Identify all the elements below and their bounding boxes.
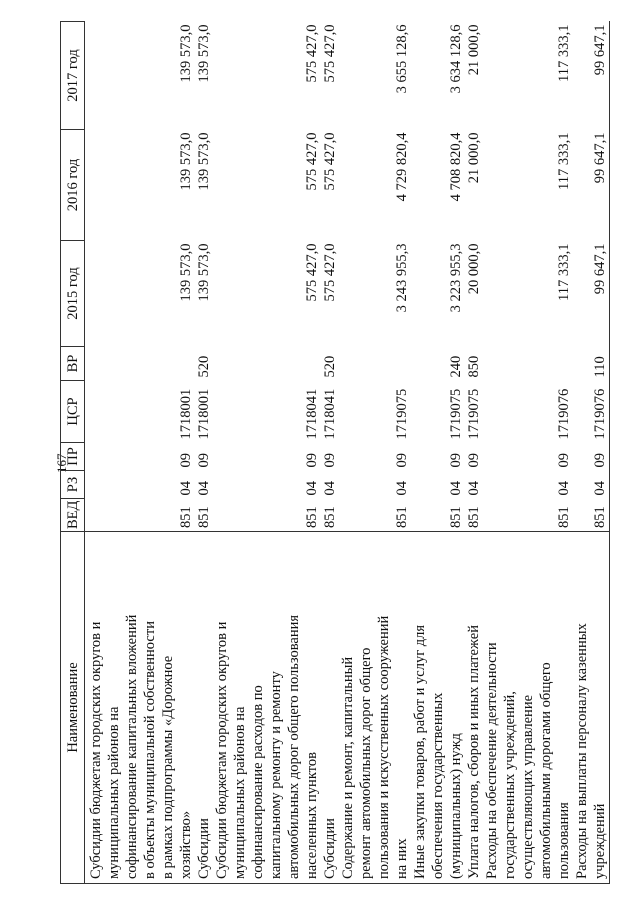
name-line: Расходы на выплаты персоналу казенных [574,623,590,879]
table-row [411,22,465,884]
name-line: муниципальных районов на [232,706,248,879]
cell-y2017: 3 634 128,6 [448,24,464,94]
cell-pr: 09 [304,453,320,468]
cell-rz: 04 [394,481,410,496]
name-line: Субсидии [196,818,212,879]
name-line: (муниципальных) нужд [448,733,464,879]
col-header-ved: ВЕД [61,499,85,532]
cell-y2016: 139 573,0 [196,132,212,191]
cell-ved: 851 [196,506,212,528]
cell-y2015: 139 573,0 [178,243,194,302]
cell-vr: 240 [448,355,464,378]
cell-pr: 09 [573,443,610,471]
name-line: Расходы на обеспечение деятельности [484,642,500,879]
name-line: в рамках подпрограммы «Дорожное [160,655,176,879]
name-line: Содержание и ремонт, капитальный [340,656,356,879]
cell-pr: 09 [322,453,338,468]
name-line: осуществляющих управление [520,694,536,879]
table-row [213,22,321,884]
cell-y2015: 117 333,1 [556,243,572,301]
cell-y2016: 575 427,0 [322,132,338,191]
col-header-vr: ВР [61,347,85,381]
cell-y2015: 3 243 955,3 [394,243,410,313]
cell-y2016: 4 708 820,4 [448,132,464,202]
table-body [85,22,610,884]
cell-csr: 1719075 [394,388,410,440]
cell-pr: 09 [556,453,572,468]
col-header-name: Наименование [61,532,85,884]
name-line: муниципальных районов на [106,706,122,879]
col-header-csr: ЦСР [61,381,85,443]
cell-name [85,532,196,884]
cell-rz: 04 [448,481,464,496]
cell-vr: 520 [322,355,338,378]
table-row [465,22,483,884]
name-line: софинансирование капитальных вложений [124,614,140,879]
name-line: населенных пунктов [304,752,320,879]
cell-y2015: 139 573,0 [196,243,212,302]
cell-ved: 851 [178,506,194,528]
cell-csr: 1718001 [178,388,194,440]
cell-rz: 04 [466,481,482,496]
cell-vr: 110 [573,347,610,381]
name-line: на них [394,838,410,879]
cell-name [573,532,610,884]
cell-vr [483,347,573,381]
col-header-2016: 2016 год [61,130,85,241]
cell-csr: 1719075 [466,388,482,440]
name-line: Уплата налогов, сборов и иных платежей [466,625,482,879]
cell-pr: 09 [196,453,212,468]
name-line: Иные закупки товаров, работ и услуг для [412,624,428,879]
table-row [339,22,411,884]
cell-pr: 09 [178,453,194,468]
cell-csr: 1719076 [556,388,572,440]
cell-ved: 851 [304,506,320,528]
cell-y2015: 575 427,0 [322,243,338,302]
cell-name [465,532,483,884]
cell-y2017: 575 427,0 [322,24,338,83]
cell-pr: 09 [448,453,464,468]
cell-rz: 04 [304,481,320,496]
cell-y2016: 117 333,1 [556,132,572,190]
name-line: автомобильными дорогами общего [538,662,554,879]
name-line: Субсидии бюджетам городских округов и [88,621,104,879]
cell-y2017: 3 655 128,6 [394,24,410,94]
name-line: хозяйство» [178,810,194,879]
name-line: софинансирование расходов по [250,685,266,879]
cell-rz: 04 [196,481,212,496]
cell-y2015: 20 000,0 [466,243,482,295]
cell-vr: 520 [196,355,212,378]
name-line: в объекты муниципальной собственности [142,621,158,879]
cell-y2017: 139 573,0 [196,24,212,83]
cell-csr: 1718041 [322,388,338,440]
cell-y2016: 139 573,0 [178,132,194,191]
cell-name [411,532,465,884]
table-row [483,22,573,884]
cell-csr: 1718041 [304,388,320,440]
page-number: 167 [54,453,69,473]
cell-vr [85,347,196,381]
table-row [573,22,610,884]
cell-pr: 09 [466,453,482,468]
cell-y2016: 21 000,0 [466,132,482,184]
name-line: автомобильных дорог общего пользования [286,614,302,879]
cell-y2017: 117 333,1 [556,24,572,82]
name-line: учреждений [592,803,608,879]
cell-ved: 851 [448,506,464,528]
cell-rz: 04 [573,471,610,499]
cell-csr: 1718001 [196,388,212,440]
cell-rz: 04 [322,481,338,496]
cell-y2015: 575 427,0 [304,243,320,302]
cell-csr: 1719076 [573,381,610,443]
cell-pr: 09 [394,453,410,468]
name-line: капитальному ремонту и ремонту [268,671,284,879]
name-line: Субсидии бюджетам городских округов и [214,621,230,879]
name-line: пользования и искусственных сооружений [376,615,392,879]
cell-y2016: 99 647,1 [573,130,610,241]
cell-csr: 1719075 [448,388,464,440]
name-line: ремонт автомобильных дорог общего [358,647,374,879]
cell-ved: 851 [573,499,610,532]
cell-y2017: 21 000,0 [466,24,482,76]
name-line: обеспечения государственных [430,692,446,879]
cell-rz: 04 [556,481,572,496]
cell-name [195,532,213,884]
col-header-2017: 2017 год [61,22,85,130]
table-row [85,22,196,884]
budget-table [60,21,610,884]
table-row [321,22,339,884]
col-header-2015: 2015 год [61,241,85,347]
col-header-pr: ПР [61,443,85,471]
cell-y2016: 575 427,0 [304,132,320,191]
cell-name [483,532,573,884]
cell-vr [213,347,321,381]
cell-name [339,532,411,884]
cell-y2017: 139 573,0 [178,24,194,83]
cell-rz: 04 [178,481,194,496]
cell-y2016: 4 729 820,4 [394,132,410,202]
col-header-rz: РЗ [61,471,85,499]
cell-ved: 851 [556,506,572,528]
name-line: пользования [556,802,572,879]
cell-ved: 851 [466,506,482,528]
table-row [195,22,213,884]
cell-y2017: 99 647,1 [573,22,610,130]
cell-name [213,532,321,884]
name-line: Субсидии [322,818,338,879]
table-header [61,22,85,884]
cell-ved: 851 [322,506,338,528]
name-line: государственных учреждений, [502,691,518,879]
cell-y2015: 3 223 955,3 [448,243,464,313]
cell-y2017: 575 427,0 [304,24,320,83]
cell-y2015: 99 647,1 [573,241,610,347]
cell-name [321,532,339,884]
cell-ved: 851 [394,506,410,528]
cell-vr [339,347,411,381]
cell-vr: 850 [466,355,482,378]
